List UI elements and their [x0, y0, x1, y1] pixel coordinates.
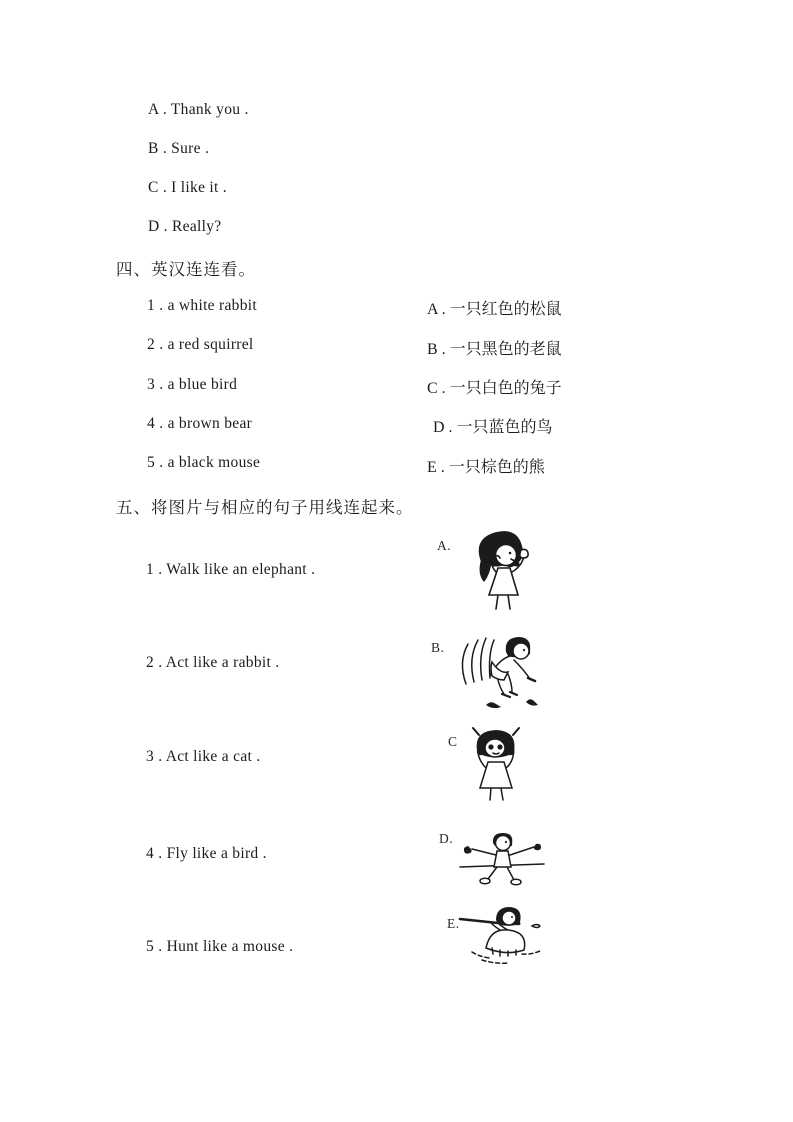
child-arms-outstretched-icon [456, 831, 548, 889]
match-left-5: 5 . a black mouse [147, 454, 261, 471]
picture-d [456, 831, 548, 889]
girl-hands-as-ears-icon [464, 726, 528, 802]
option-d: D . Really? [148, 218, 222, 235]
section4-title: 四、英汉连连看。 [116, 260, 256, 279]
girl-chasing-mice-icon [452, 632, 550, 717]
match-left-4: 4 . a brown bear [147, 415, 253, 432]
sentence-4: 4 . Fly like a bird . [146, 845, 267, 862]
picture-b [452, 632, 550, 717]
match-left-2: 2 . a red squirrel [147, 336, 254, 353]
child-crouching-with-stick-icon [452, 902, 558, 968]
match-left-3: 3 . a blue bird [147, 376, 238, 393]
sentence-3: 3 . Act like a cat . [146, 748, 261, 765]
match-right-d: D . 一只蓝色的鸟 [433, 419, 553, 436]
section5-title: 五、将图片与相应的句子用线连起来。 [116, 498, 414, 517]
sentence-1: 1 . Walk like an elephant . [146, 561, 316, 578]
picture-a-label: A. [437, 538, 452, 553]
picture-c [464, 726, 528, 802]
match-left-1: 1 . a white rabbit [147, 297, 257, 314]
option-c: C . I like it . [148, 179, 227, 196]
picture-b-label: B. [431, 640, 445, 655]
option-a: A . Thank you . [148, 101, 249, 118]
match-right-e: E . 一只棕色的熊 [427, 459, 545, 476]
match-right-c: C . 一只白色的兔子 [427, 380, 562, 397]
match-right-a: A . 一只红色的松鼠 [427, 301, 562, 318]
sentence-5: 5 . Hunt like a mouse . [146, 938, 294, 955]
option-b: B . Sure . [148, 140, 210, 157]
picture-c-label: C [448, 734, 458, 749]
picture-d-label: D. [439, 831, 454, 846]
picture-e-label: E. [447, 916, 460, 931]
girl-hand-to-ear-icon [465, 528, 535, 613]
picture-a [465, 528, 535, 613]
sentence-2: 2 . Act like a rabbit . [146, 654, 280, 671]
picture-e [452, 902, 558, 968]
match-right-b: B . 一只黑色的老鼠 [427, 341, 562, 358]
